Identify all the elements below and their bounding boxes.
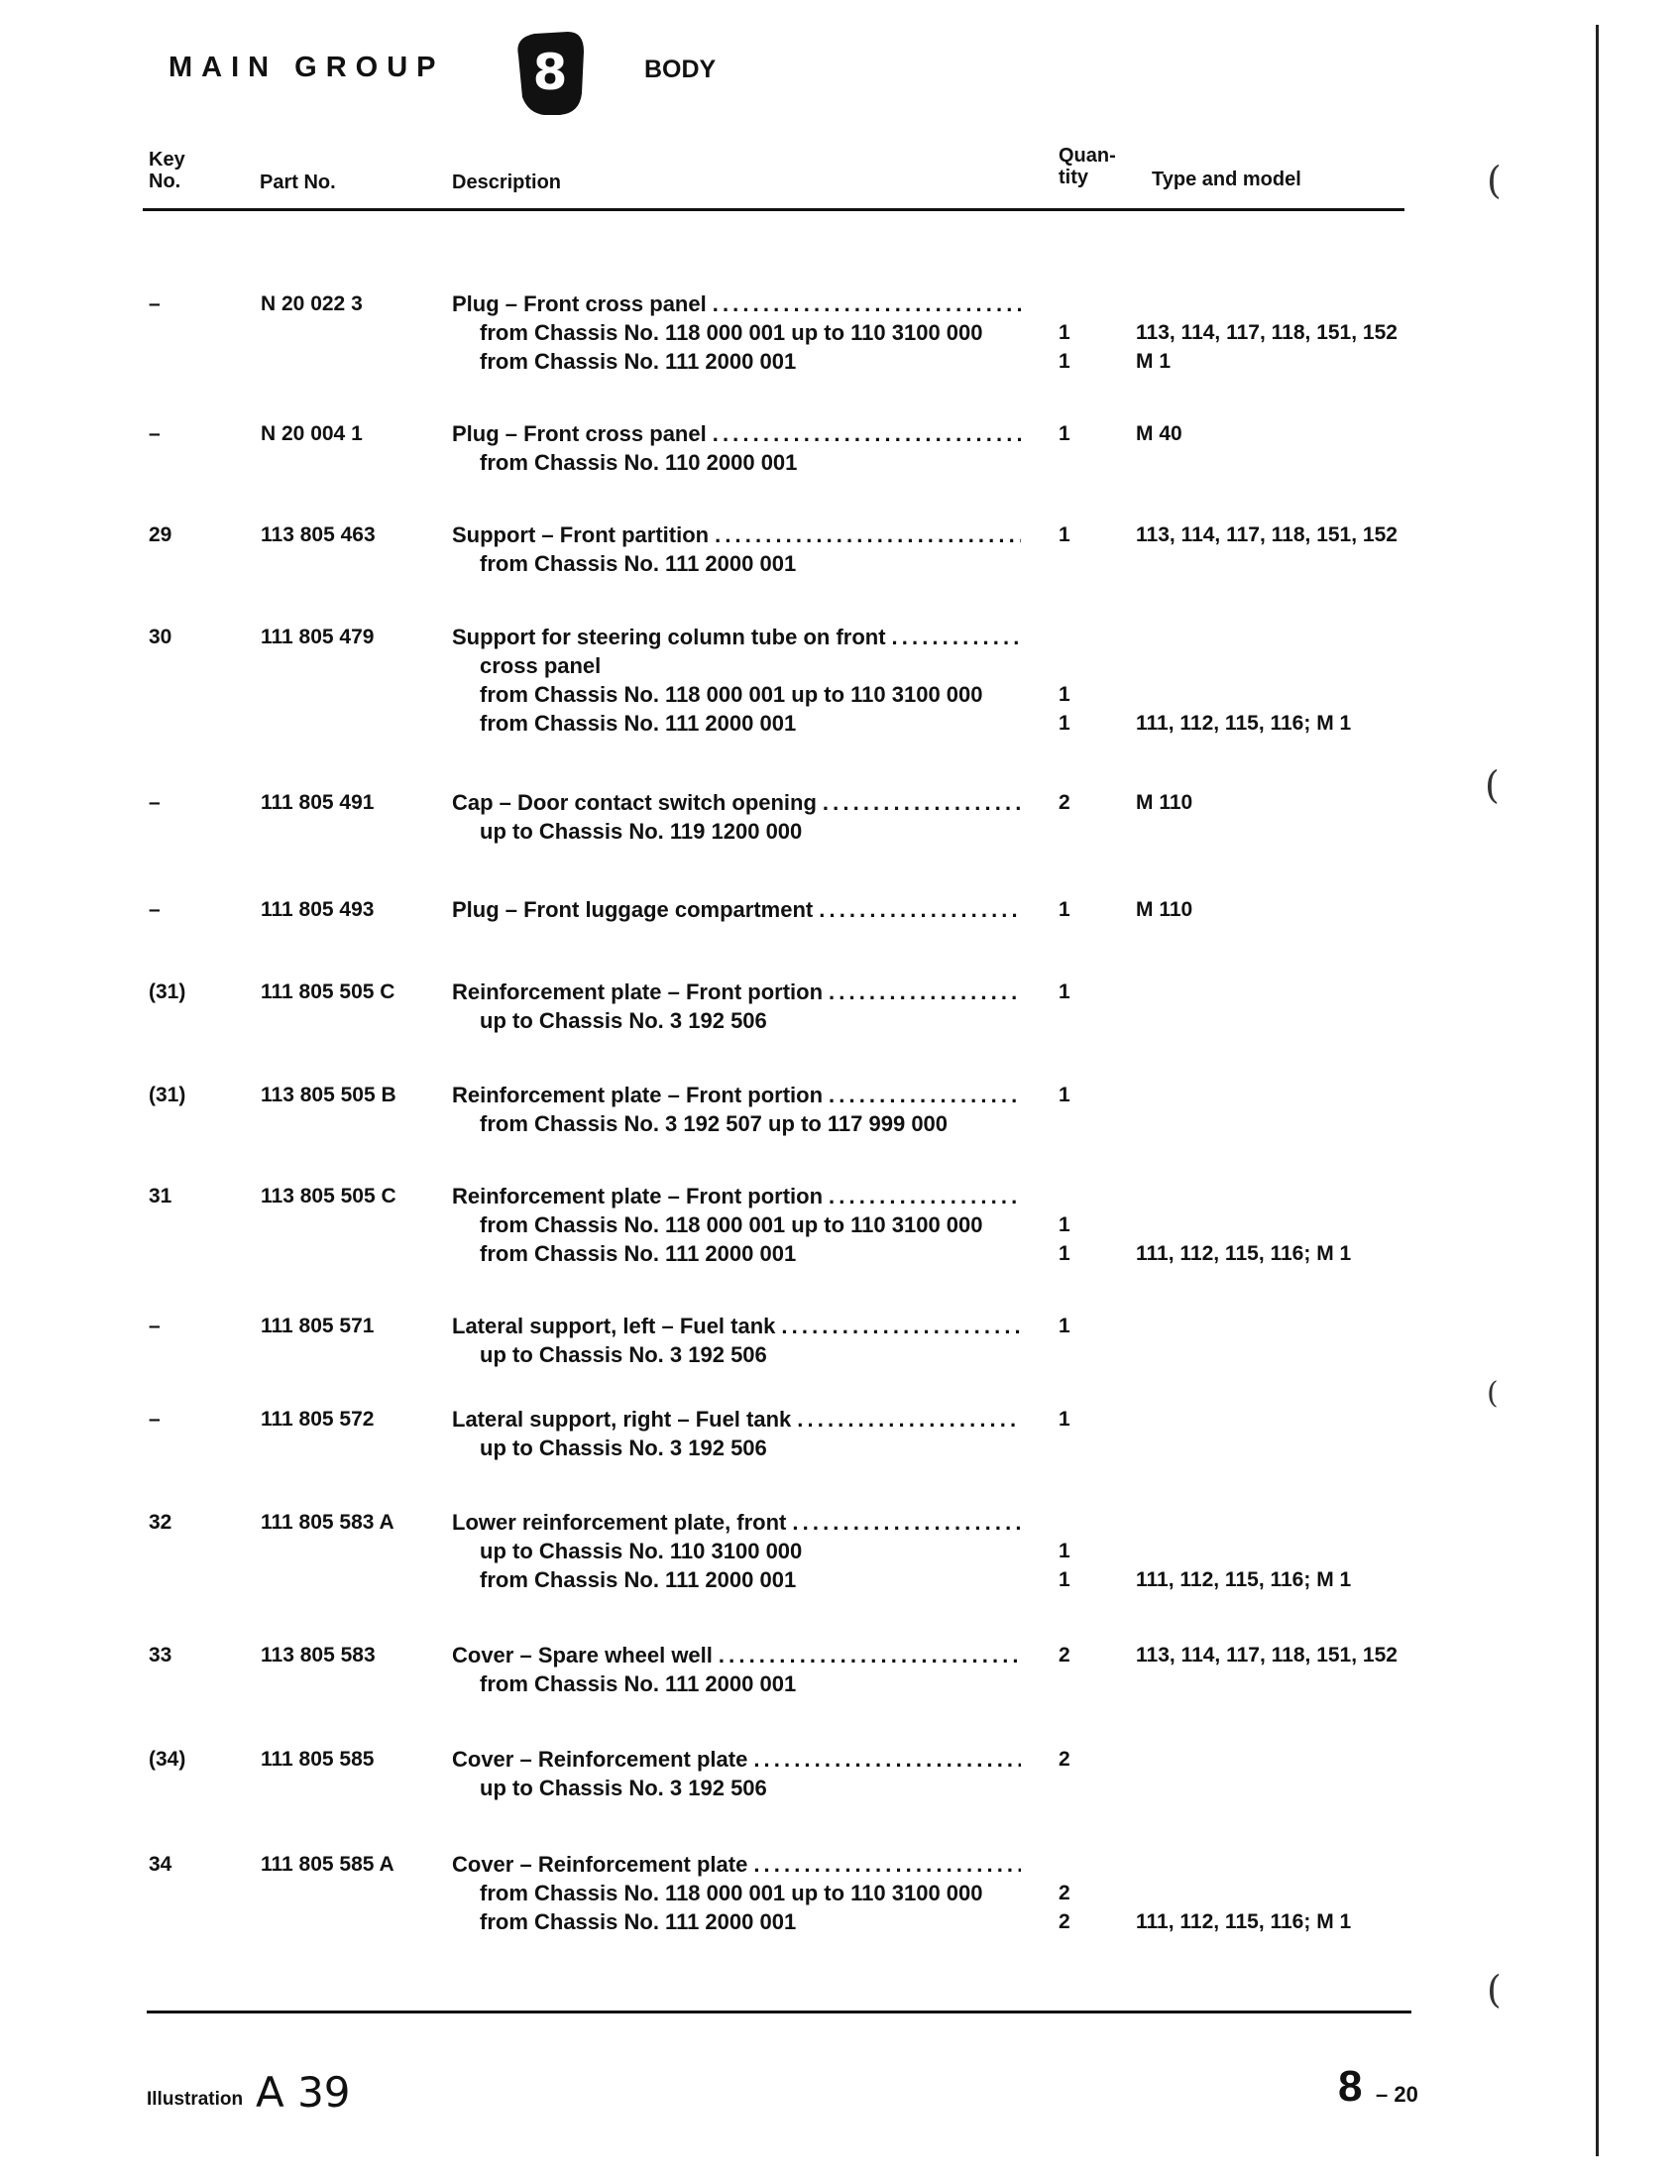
key-no: 33: [149, 1644, 172, 1667]
description-title: [452, 419, 1021, 448]
key-no: –: [149, 292, 161, 315]
col-key-no: Key No.: [149, 149, 185, 192]
description-text: Support – Front partition: [452, 522, 710, 547]
description-text: from Chassis No. 111 2000 001: [480, 1909, 797, 1934]
description-detail: [452, 1774, 1021, 1802]
part-type-model: [1136, 1182, 1433, 1268]
punch-hole-mark: (: [1487, 1968, 1502, 2012]
part-quantity: [1059, 977, 1098, 1035]
type-model-value: 113, 114, 117, 118, 151, 152: [1136, 1644, 1398, 1667]
description-detail: [452, 318, 1021, 347]
description-detail: [452, 549, 1021, 578]
quantity-value: 1: [1059, 1084, 1070, 1106]
part-quantity: [1059, 1641, 1098, 1698]
quantity-value: 1: [1059, 1315, 1070, 1337]
part-description: [452, 1312, 1021, 1369]
group-number: 8: [532, 44, 568, 101]
part-quantity: [1059, 1081, 1098, 1138]
quantity-value: 1: [1059, 683, 1070, 706]
part-row: [0, 788, 1487, 877]
description-text: cross panel: [480, 653, 602, 678]
group-number-badge: [508, 28, 588, 119]
quantity-value: 2: [1059, 1644, 1070, 1667]
quantity-value: 2: [1059, 1882, 1070, 1904]
description-title: [452, 1312, 1021, 1340]
leader-dots: [719, 1641, 1021, 1669]
description-text: Lateral support, right – Fuel tank: [452, 1407, 792, 1432]
quantity-value: [1059, 1669, 1098, 1698]
description-text: Lateral support, left – Fuel tank: [452, 1314, 776, 1338]
type-model-value: [1136, 1434, 1433, 1462]
leader-dots: [829, 977, 1021, 1006]
quantity-value: 1: [1059, 1408, 1070, 1431]
leader-dots: [753, 1850, 1021, 1879]
part-number: 111 805 583 A: [261, 1511, 394, 1534]
part-number: 111 805 479: [261, 626, 375, 648]
description-title: [452, 1641, 1021, 1669]
part-quantity: [1059, 289, 1098, 376]
part-row: [0, 1081, 1487, 1170]
description-text: from Chassis No. 3 192 507 up to 117 999 000: [480, 1111, 949, 1136]
type-model-value: [1136, 1081, 1433, 1109]
type-model-value: [1136, 1508, 1433, 1537]
type-model-value: [1136, 1774, 1433, 1802]
description-text: Reinforcement plate – Front portion: [452, 979, 824, 1004]
description-detail: [452, 1109, 1021, 1138]
description-text: Plug – Front cross panel: [452, 291, 707, 316]
part-description: [452, 1182, 1021, 1268]
type-model-value: [1136, 651, 1433, 680]
description-text: from Chassis No. 111 2000 001: [480, 1567, 797, 1592]
key-no: 30: [149, 626, 172, 648]
quantity-value: 1: [1059, 898, 1070, 921]
quantity-value: [1059, 1774, 1098, 1802]
part-row: [0, 1182, 1487, 1271]
leader-dots: [781, 1312, 1021, 1340]
part-type-model: [1136, 289, 1433, 376]
description-detail: [452, 1565, 1021, 1594]
description-text: from Chassis No. 111 2000 001: [480, 711, 797, 736]
part-quantity: [1059, 623, 1098, 738]
key-no: –: [149, 1408, 161, 1431]
type-model-value: [1136, 1745, 1433, 1774]
description-text: from Chassis No. 110 2000 001: [480, 450, 798, 475]
quantity-value: [1059, 1340, 1098, 1369]
type-model-value: 113, 114, 117, 118, 151, 152: [1136, 321, 1398, 344]
type-model-value: [1136, 817, 1433, 846]
type-model-value: [1136, 1210, 1433, 1239]
part-number: N 20 022 3: [261, 292, 363, 315]
quantity-value: [1059, 1006, 1098, 1035]
part-row: [0, 977, 1487, 1067]
leader-dots: [819, 895, 1021, 924]
type-model-value: 111, 112, 115, 116; M 1: [1136, 712, 1352, 735]
description-title: [452, 623, 1021, 651]
part-row: [0, 1405, 1487, 1494]
quantity-value: 1: [1059, 1213, 1070, 1236]
description-text: from Chassis No. 111 2000 001: [480, 349, 797, 374]
part-type-model: [1136, 895, 1433, 924]
part-description: [452, 419, 1021, 477]
description-detail: [452, 1669, 1021, 1698]
key-no: (31): [149, 980, 186, 1003]
type-model-value: [1136, 289, 1433, 318]
part-type-model: [1136, 977, 1433, 1035]
punch-hole-mark: (: [1487, 159, 1502, 202]
part-row: [0, 419, 1487, 509]
part-number: N 20 004 1: [261, 422, 363, 445]
part-type-model: [1136, 1312, 1433, 1369]
key-no: 31: [149, 1185, 172, 1207]
quantity-value: 1: [1059, 321, 1070, 344]
type-model-value: [1136, 1850, 1433, 1879]
description-detail: [452, 448, 1021, 477]
page-number: 8: [1338, 2062, 1363, 2111]
description-text: up to Chassis No. 3 192 506: [480, 1008, 767, 1033]
key-no: –: [149, 898, 161, 921]
description-title: [452, 788, 1021, 817]
leader-dots: [753, 1745, 1021, 1774]
part-type-model: [1136, 520, 1433, 578]
description-title: [452, 1182, 1021, 1210]
part-quantity: [1059, 1745, 1098, 1802]
description-title: [452, 1745, 1021, 1774]
part-number: 113 805 583: [261, 1644, 376, 1667]
part-quantity: [1059, 1508, 1098, 1594]
type-model-value: 113, 114, 117, 118, 151, 152: [1136, 523, 1398, 546]
description-detail: [452, 817, 1021, 846]
part-type-model: [1136, 1745, 1433, 1802]
part-number: 111 805 572: [261, 1408, 375, 1431]
part-description: [452, 1508, 1021, 1594]
part-quantity: [1059, 1182, 1098, 1268]
description-detail: [452, 1434, 1021, 1462]
description-text: from Chassis No. 111 2000 001: [480, 1671, 797, 1696]
type-model-value: [1136, 1312, 1433, 1340]
description-detail: [452, 1239, 1021, 1268]
quantity-value: [1059, 549, 1098, 578]
part-quantity: [1059, 895, 1098, 924]
part-row: [0, 1508, 1487, 1597]
type-model-value: [1136, 680, 1433, 709]
description-title: [452, 1081, 1021, 1109]
part-type-model: [1136, 1508, 1433, 1594]
description-text: Lower reinforcement plate, front: [452, 1510, 787, 1535]
part-quantity: [1059, 1405, 1098, 1462]
quantity-value: 2: [1059, 1910, 1070, 1933]
header-rule: [143, 208, 1404, 211]
part-description: [452, 895, 1021, 924]
part-type-model: [1136, 1081, 1433, 1138]
description-text: from Chassis No. 118 000 001 up to 110 3100 000: [480, 682, 983, 707]
type-model-value: [1136, 448, 1433, 477]
leader-dots: [713, 419, 1021, 448]
quantity-value: 2: [1059, 1748, 1070, 1771]
part-type-model: [1136, 419, 1433, 477]
part-description: [452, 1405, 1021, 1462]
description-text: up to Chassis No. 3 192 506: [480, 1776, 767, 1800]
type-model-value: [1136, 977, 1433, 1006]
description-detail: [452, 1879, 1021, 1907]
part-description: [452, 1641, 1021, 1698]
part-description: [452, 1850, 1021, 1936]
quantity-value: [1059, 1850, 1098, 1879]
type-model-value: [1136, 1006, 1433, 1035]
leader-dots: [792, 1508, 1021, 1537]
quantity-value: 1: [1059, 980, 1070, 1003]
part-row: [0, 289, 1487, 379]
leader-dots: [892, 623, 1021, 651]
main-group-label: MAIN GROUP: [168, 52, 445, 83]
key-no: 32: [149, 1511, 172, 1534]
part-type-model: [1136, 1405, 1433, 1462]
quantity-value: [1059, 1182, 1098, 1210]
illustration-id: A 39: [256, 2068, 351, 2117]
part-quantity: [1059, 1312, 1098, 1369]
description-text: up to Chassis No. 3 192 506: [480, 1436, 767, 1460]
key-no: –: [149, 1315, 161, 1337]
punch-hole-mark: (: [1485, 763, 1500, 807]
description-detail: [452, 1537, 1021, 1565]
description-text: Plug – Front luggage compartment: [452, 897, 814, 922]
description-text: up to Chassis No. 110 3100 000: [480, 1539, 803, 1563]
type-model-value: M 40: [1136, 422, 1182, 445]
leader-dots: [715, 520, 1021, 549]
part-row: [0, 1850, 1487, 1939]
description-text: Cap – Door contact switch opening: [452, 790, 817, 815]
part-row: [0, 520, 1487, 610]
illustration-label: Illustration: [147, 2089, 244, 2110]
quantity-value: [1059, 1109, 1098, 1138]
quantity-value: [1059, 1434, 1098, 1462]
part-description: [452, 977, 1021, 1035]
leader-dots: [829, 1081, 1021, 1109]
part-quantity: [1059, 520, 1098, 578]
description-text: from Chassis No. 111 2000 001: [480, 551, 797, 576]
type-model-value: 111, 112, 115, 116; M 1: [1136, 1910, 1352, 1933]
part-description: [452, 289, 1021, 376]
description-text: from Chassis No. 111 2000 001: [480, 1241, 797, 1266]
type-model-value: M 110: [1136, 898, 1193, 921]
quantity-value: [1059, 817, 1098, 846]
quantity-value: [1059, 623, 1098, 651]
leader-dots: [823, 788, 1021, 817]
description-text: Cover – Reinforcement plate: [452, 1747, 748, 1772]
description-text: Cover – Spare wheel well: [452, 1643, 713, 1667]
part-number: 111 805 491: [261, 791, 375, 814]
description-title: [452, 1508, 1021, 1537]
type-model-value: [1136, 1182, 1433, 1210]
part-description: [452, 520, 1021, 578]
part-quantity: [1059, 788, 1098, 846]
description-title: [452, 520, 1021, 549]
type-model-value: M 110: [1136, 791, 1193, 814]
type-model-value: [1136, 549, 1433, 578]
part-row: [0, 1745, 1487, 1834]
type-model-value: 111, 112, 115, 116; M 1: [1136, 1568, 1352, 1591]
description-title: [452, 1405, 1021, 1434]
description-text: Plug – Front cross panel: [452, 421, 707, 446]
quantity-value: [1059, 651, 1098, 680]
leader-dots: [713, 289, 1021, 318]
part-number: 113 805 505 B: [261, 1084, 396, 1106]
description-detail: [452, 1006, 1021, 1035]
description-text: Support for steering column tube on front: [452, 625, 886, 649]
part-row: [0, 895, 1487, 984]
part-quantity: [1059, 419, 1098, 477]
leader-dots: [829, 1182, 1021, 1210]
part-number: 113 805 463: [261, 523, 376, 546]
part-number: 111 805 571: [261, 1315, 375, 1337]
description-title: [452, 895, 1021, 924]
description-text: up to Chassis No. 119 1200 000: [480, 819, 803, 844]
key-no: 29: [149, 523, 172, 546]
footer-rule: [147, 2011, 1411, 2013]
description-detail: [452, 347, 1021, 376]
type-model-value: [1136, 1109, 1433, 1138]
part-type-model: [1136, 623, 1433, 738]
description-text: from Chassis No. 118 000 001 up to 110 3100 000: [480, 1212, 983, 1237]
group-badge-icon: [508, 28, 588, 119]
quantity-value: 1: [1059, 712, 1070, 735]
key-no: –: [149, 791, 161, 814]
key-no: –: [149, 422, 161, 445]
quantity-value: 1: [1059, 523, 1070, 546]
description-title: [452, 1850, 1021, 1879]
quantity-value: [1059, 289, 1098, 318]
part-number: 111 805 585 A: [261, 1853, 394, 1876]
leader-dots: [797, 1405, 1021, 1434]
part-number: 111 805 585: [261, 1748, 375, 1771]
type-model-value: [1136, 1669, 1433, 1698]
description-detail: [452, 1340, 1021, 1369]
part-row: [0, 1641, 1487, 1730]
quantity-value: 1: [1059, 1568, 1070, 1591]
type-model-value: [1136, 1879, 1433, 1907]
type-model-value: 111, 112, 115, 116; M 1: [1136, 1242, 1352, 1265]
part-description: [452, 1745, 1021, 1802]
part-number: 111 805 493: [261, 898, 375, 921]
col-part-no: Part No.: [260, 172, 336, 193]
description-detail: [452, 709, 1021, 738]
quantity-value: 2: [1059, 791, 1070, 814]
part-type-model: [1136, 788, 1433, 846]
col-type-model: Type and model: [1152, 169, 1301, 190]
key-no: 34: [149, 1853, 172, 1876]
part-row: [0, 1312, 1487, 1401]
description-text: Reinforcement plate – Front portion: [452, 1083, 824, 1107]
group-title: BODY: [644, 56, 717, 83]
quantity-value: 1: [1059, 1540, 1070, 1562]
description-detail: [452, 680, 1021, 709]
part-description: [452, 623, 1021, 738]
part-type-model: [1136, 1641, 1433, 1698]
description-detail: [452, 1210, 1021, 1239]
description-text: Reinforcement plate – Front portion: [452, 1184, 824, 1208]
part-quantity: [1059, 1850, 1098, 1936]
description-text: up to Chassis No. 3 192 506: [480, 1342, 767, 1367]
part-number: 111 805 505 C: [261, 980, 395, 1003]
description-text: from Chassis No. 118 000 001 up to 110 3100 000: [480, 320, 983, 345]
type-model-value: [1136, 623, 1433, 651]
type-model-value: [1136, 1537, 1433, 1565]
quantity-value: 1: [1059, 422, 1070, 445]
quantity-value: 1: [1059, 1242, 1070, 1265]
quantity-value: [1059, 1508, 1098, 1537]
quantity-value: [1059, 448, 1098, 477]
description-text: Cover – Reinforcement plate: [452, 1852, 748, 1877]
col-description: Description: [452, 172, 562, 193]
key-no: (31): [149, 1084, 186, 1106]
part-number: 113 805 505 C: [261, 1185, 396, 1207]
description-text: from Chassis No. 118 000 001 up to 110 3100 000: [480, 1881, 983, 1905]
part-description: [452, 788, 1021, 846]
part-row: [0, 623, 1487, 736]
punch-hole-mark: (: [1487, 1376, 1499, 1411]
type-model-value: [1136, 1405, 1433, 1434]
description-title: [452, 289, 1021, 318]
type-model-value: M 1: [1136, 350, 1172, 373]
description-title: [452, 977, 1021, 1006]
quantity-value: 1: [1059, 350, 1070, 373]
page-number-sub: – 20: [1376, 2082, 1418, 2107]
description-detail: [452, 651, 1021, 680]
part-type-model: [1136, 1850, 1433, 1936]
part-description: [452, 1081, 1021, 1138]
col-quantity: Quan- tity: [1059, 145, 1116, 188]
binder-edge-line: [1596, 25, 1599, 2156]
key-no: (34): [149, 1748, 186, 1771]
description-detail: [452, 1907, 1021, 1936]
type-model-value: [1136, 1340, 1433, 1369]
